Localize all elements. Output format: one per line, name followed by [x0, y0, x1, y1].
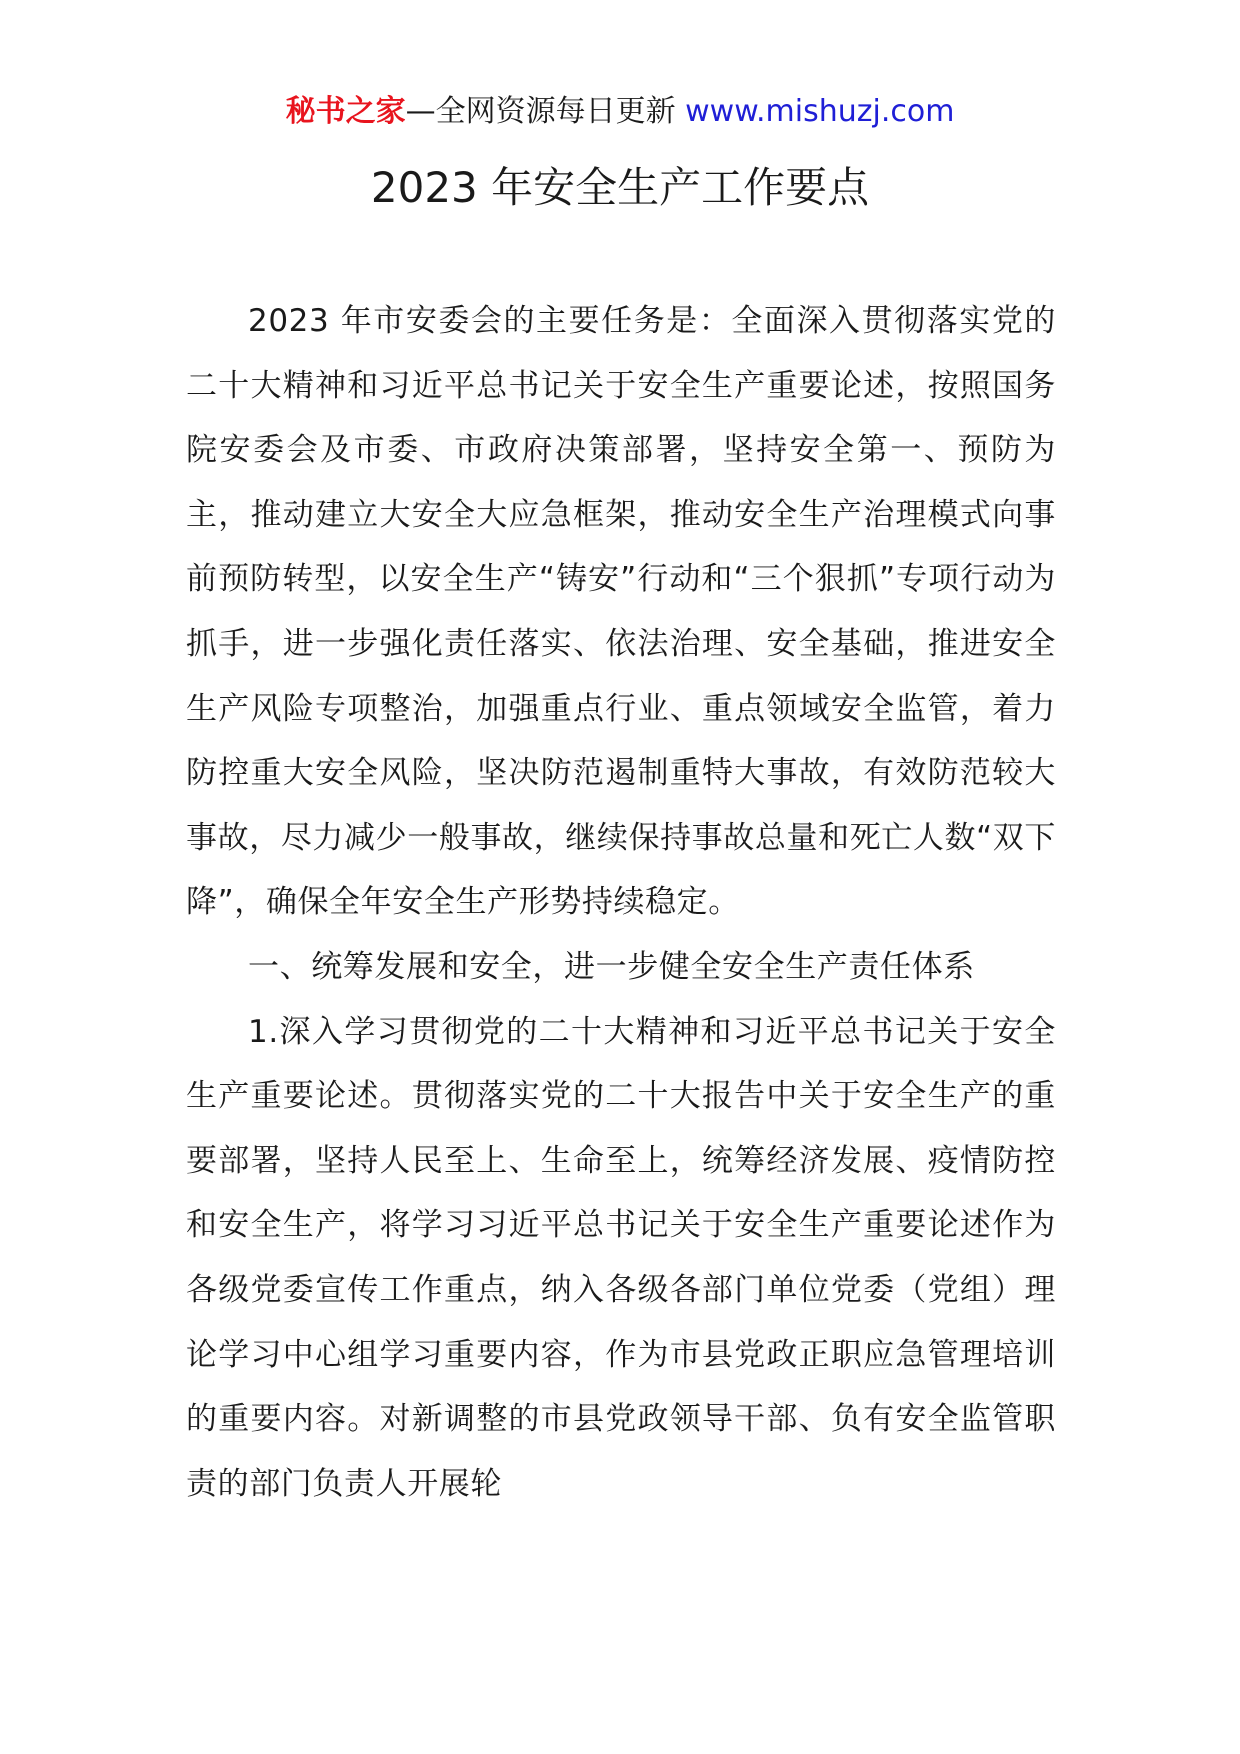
intro-paragraph: 2023 年市安委会的主要任务是：全面深入贯彻落实党的二十大精神和习近平总书记关于安全生产重要论述，按照国务院安委会及市委、市政府决策部署，坚持安全第一、预防为主，推动建立大安全大应急框架，推动安全生产治理模式向事前预防转型，以安全生产“铸安”行动和“三个狠抓”专项行动为抓手，进一步强化责任落实、依法治理、安全基础，推进安全生产风险专项整治，加强重点行业、重点领域安全监管，着力防控重大安全风险，坚决防范遏制重特大事故，有效防范较大事故，尽力减少一般事故，继续保持事故总量和死亡人数“双下降”，确保全年安全生产形势持续稳定。 [186, 303, 1056, 921]
brand-slogan: —全网资源每日更新 [405, 94, 686, 129]
brand-name: 秘书之家 [285, 94, 406, 129]
item-paragraph: 1.深入学习贯彻党的二十大精神和习近平总书记关于安全生产重要论述。贯彻落实党的二十大报告中关于安全生产的重要部署，坚持人民至上、生命至上，统筹经济发展、疫情防控和安全生产，将学习习近平总书记关于安全生产重要论述作为各级党委宣传工作重点，纳入各级各部门单位党委（党组）理论学习中心组学习重要内容，作为市县党政正职应急管理培训的重要内容。对新调整的市县党政领导干部、负有安全监管职责的部门负责人开展轮 [186, 1013, 1056, 1502]
document-body [186, 289, 1056, 1516]
website-url[interactable]: www.mishuzj.com [685, 94, 955, 129]
section-heading: 一、统筹发展和安全，进一步健全安全生产责任体系 [248, 948, 975, 985]
document-title: 2023 年安全生产工作要点 [370, 163, 870, 212]
site-watermark-header [0, 92, 1240, 132]
